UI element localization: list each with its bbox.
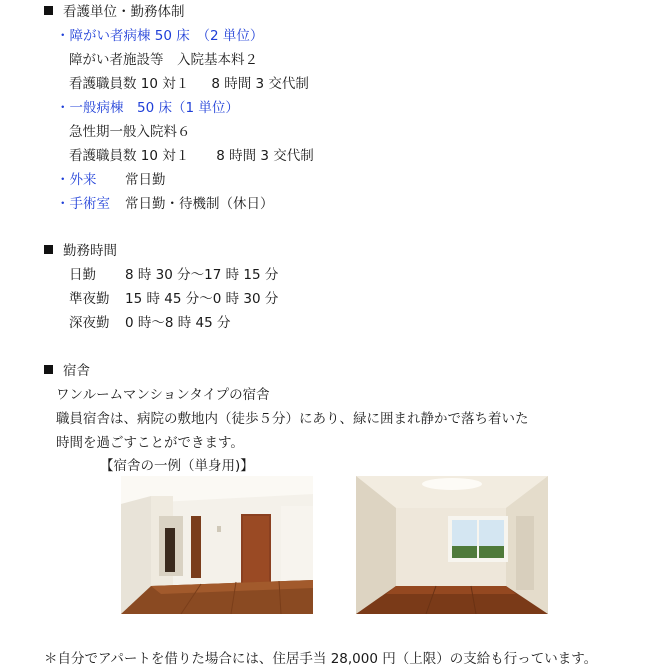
ward-general-title: ・一般病棟 50 床（1 単位）	[56, 100, 239, 116]
dorm-room-photo-1	[121, 476, 313, 614]
square-bullet-icon	[44, 245, 53, 254]
dorm-room-photo-2	[356, 476, 548, 614]
hours-evening-label: 準夜勤	[69, 291, 110, 307]
outpatient-title: ・外来	[56, 172, 97, 188]
ward-general-detail-2: 看護職員数 10 対１ 8 時間 3 交代制	[69, 148, 314, 164]
hours-night-label: 深夜勤	[69, 315, 110, 331]
section-hours-heading: 勤務時間	[44, 241, 117, 261]
outpatient-detail: 常日勤	[125, 172, 166, 188]
dorm-photo-caption: 【宿舎の一例（単身用)】	[100, 458, 254, 474]
operating-room-title: ・手術室	[56, 196, 110, 212]
housing-allowance-footnote: ＊自分でアパートを借りた場合には、住居手当 28,000 円（上限）の支給も行っています。	[44, 651, 598, 667]
ward-disability-title: ・障がい者病棟 50 床 （2 単位）	[56, 28, 264, 44]
dorm-text-1: ワンルームマンションタイプの宿舎	[56, 387, 270, 403]
operating-room-detail: 常日勤・待機制（休日）	[125, 196, 274, 212]
square-bullet-icon	[44, 365, 53, 374]
hours-day-label: 日勤	[69, 267, 96, 283]
square-bullet-icon	[44, 6, 53, 15]
dorm-text-3: 時間を過ごすことができます。	[56, 435, 244, 451]
ward-general-detail-1: 急性期一般入院料６	[69, 124, 191, 140]
section-nursing-heading: 看護単位・勤務体制	[44, 2, 185, 22]
ward-disability-detail-2: 看護職員数 10 対１ 8 時間 3 交代制	[69, 76, 309, 92]
ward-disability-detail-1: 障がい者施設等 入院基本料２	[69, 52, 258, 68]
dorm-text-2: 職員宿舎は、病院の敷地内（徒歩５分）にあり、緑に囲まれ静かで落ち着いた	[56, 411, 529, 427]
hours-day-time: 8 時 30 分～17 時 15 分	[125, 267, 279, 283]
hours-night-time: 0 時～8 時 45 分	[125, 315, 231, 331]
hours-evening-time: 15 時 45 分～0 時 30 分	[125, 291, 279, 307]
section-dorm-heading: 宿舎	[44, 361, 90, 381]
